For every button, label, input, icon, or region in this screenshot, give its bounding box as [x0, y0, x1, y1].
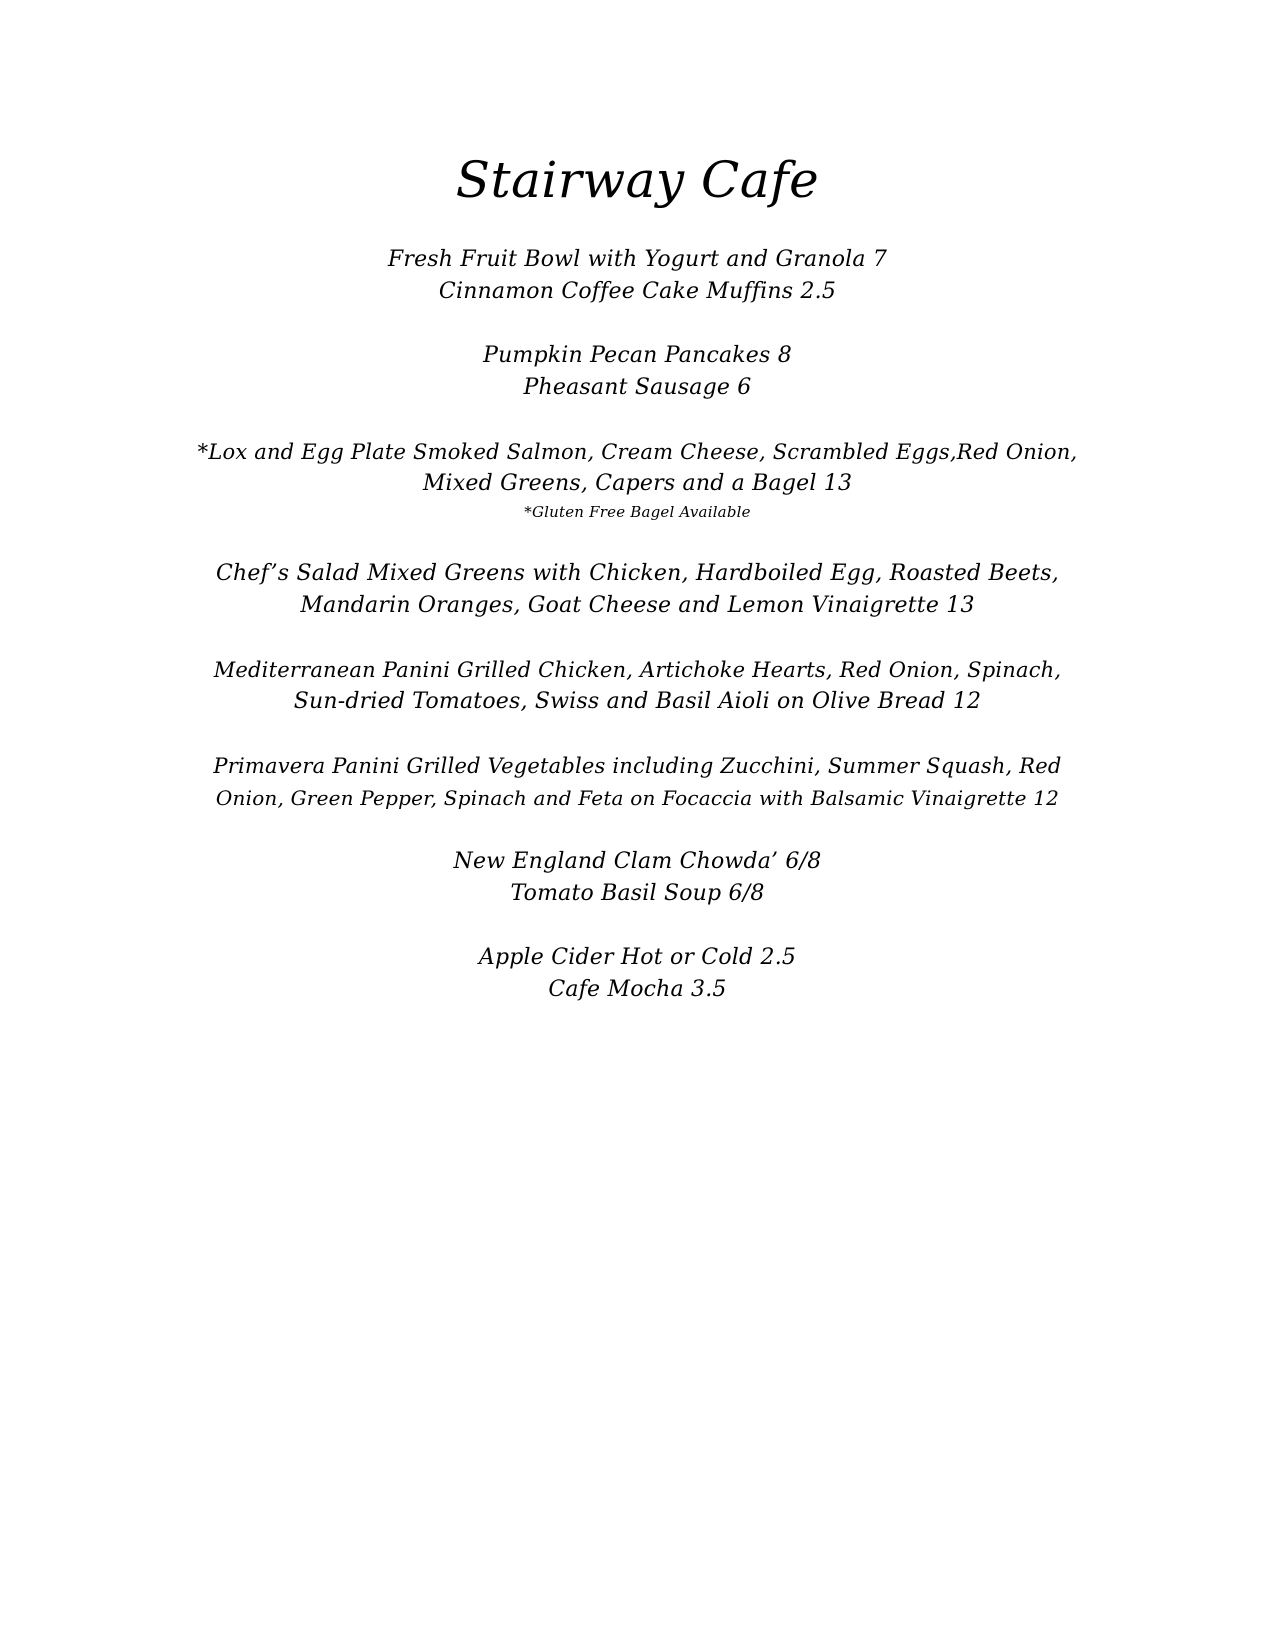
- menu-item-sausage: Pheasant Sausage 6: [523, 375, 752, 400]
- menu-item-tomato-soup: Tomato Basil Soup 6/8: [510, 881, 765, 906]
- menu-item-chefs-salad-line2: Mandarin Oranges, Goat Cheese and Lemon Vinaigrette 13: [300, 593, 975, 618]
- menu-item-fruit-bowl: Fresh Fruit Bowl with Yogurt and Granola 7: [387, 247, 888, 272]
- menu-item-primavera-panini-line2: Onion, Green Pepper, Spinach and Feta on Focaccia with Balsamic Vinaigrette 12: [215, 786, 1060, 810]
- menu-item-lox-plate-line2: Mixed Greens, Capers and a Bagel 13: [422, 471, 853, 496]
- menu-item-chefs-salad-line1: Chef’s Salad Mixed Greens with Chicken, Hardboiled Egg, Roasted Beets,: [216, 561, 1059, 586]
- menu-item-mediterranean-panini-line1: Mediterranean Panini Grilled Chicken, Artichoke Hearts, Red Onion, Spinach,: [213, 658, 1062, 682]
- menu-item-apple-cider: Apple Cider Hot or Cold 2.5: [478, 945, 797, 970]
- menu-item-lox-plate-line1: *Lox and Egg Plate Smoked Salmon, Cream Cheese, Scrambled Eggs,Red Onion,: [197, 440, 1078, 464]
- menu-item-pancakes: Pumpkin Pecan Pancakes 8: [483, 343, 792, 368]
- menu-item-mediterranean-panini-line2: Sun-dried Tomatoes, Swiss and Basil Aioli on Olive Bread 12: [293, 689, 982, 714]
- menu-note-gluten-free: *Gluten Free Bagel Available: [524, 503, 751, 521]
- menu-item-clam-chowder: New England Clam Chowda’ 6/8: [453, 849, 822, 874]
- menu-item-cafe-mocha: Cafe Mocha 3.5: [548, 977, 727, 1002]
- menu-title: Stairway Cafe: [455, 151, 820, 209]
- menu-item-primavera-panini-line1: Primavera Panini Grilled Vegetables including Zucchini, Summer Squash, Red: [213, 754, 1062, 778]
- menu-item-muffins: Cinnamon Coffee Cake Muffins 2.5: [438, 279, 837, 304]
